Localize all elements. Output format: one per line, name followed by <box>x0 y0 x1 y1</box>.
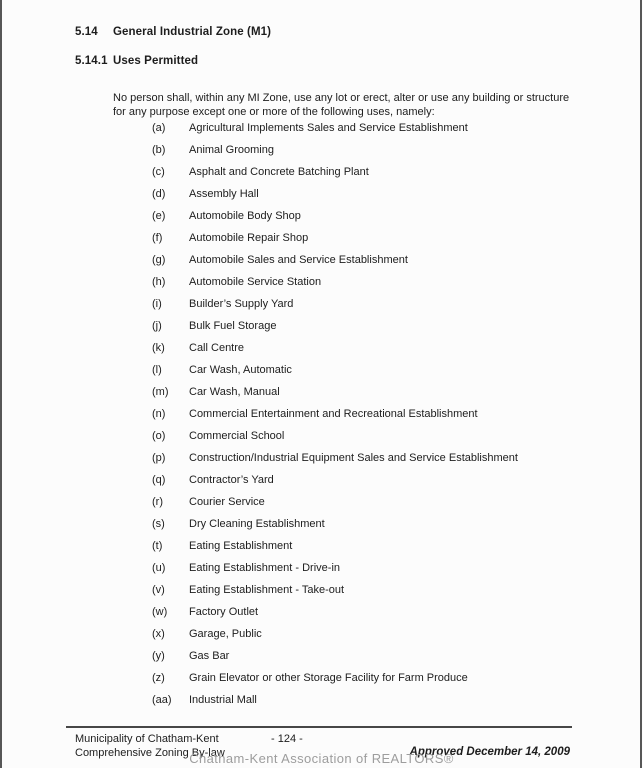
use-list-item <box>0 645 643 667</box>
use-item-label: Eating Establishment - Take-out <box>189 584 345 596</box>
use-item-letter: (i) <box>152 298 162 310</box>
use-item-letter: (o) <box>152 430 166 442</box>
use-item-label: Call Centre <box>189 342 245 354</box>
footer-divider-line <box>66 726 572 728</box>
use-item-label: Garage, Public <box>189 628 262 640</box>
use-item-letter: (v) <box>152 584 165 596</box>
use-item-letter: (y) <box>152 650 165 662</box>
use-item-letter: (a) <box>152 122 166 134</box>
use-item-letter: (c) <box>152 166 165 178</box>
use-item-label: Animal Grooming <box>189 144 274 156</box>
use-list-item <box>0 491 643 513</box>
use-list-item <box>0 601 643 623</box>
use-list-item <box>0 161 643 183</box>
use-item-letter: (t) <box>152 540 163 552</box>
use-list-item <box>0 623 643 645</box>
use-item-letter: (s) <box>152 518 165 530</box>
use-item-label: Builder’s Supply Yard <box>189 298 294 310</box>
use-item-label: Agricultural Implements Sales and Service Establishment <box>189 122 468 134</box>
use-item-letter: (e) <box>152 210 166 222</box>
use-item-label: Commercial School <box>189 430 285 442</box>
use-list-item <box>0 469 643 491</box>
use-item-letter: (q) <box>152 474 166 486</box>
footer-approved-date: Approved December 14, 2009 <box>409 746 570 758</box>
use-item-label: Contractor’s Yard <box>189 474 274 486</box>
use-item-letter: (x) <box>152 628 165 640</box>
use-item-letter: (aa) <box>152 694 172 706</box>
use-list-item <box>0 535 643 557</box>
use-list-item <box>0 667 643 689</box>
use-item-label: Courier Service <box>189 496 265 508</box>
use-list-item <box>0 359 643 381</box>
subsection-heading <box>75 55 198 67</box>
realtors-watermark: Chatham-Kent Association of REALTORS® <box>189 751 454 766</box>
subsection-title: Uses Permitted <box>113 55 199 67</box>
use-list-item <box>0 205 643 227</box>
use-item-letter: (z) <box>152 672 165 684</box>
use-list-item <box>0 403 643 425</box>
use-item-label: Bulk Fuel Storage <box>189 320 277 332</box>
use-item-letter: (k) <box>152 342 165 354</box>
use-item-label: Grain Elevator or other Storage Facility for Farm Produce <box>189 672 468 684</box>
use-item-label: Assembly Hall <box>189 188 259 200</box>
footer-page-number: - 124 - <box>271 733 303 745</box>
use-item-letter: (g) <box>152 254 166 266</box>
use-item-letter: (u) <box>152 562 166 574</box>
intro-paragraph: No person shall, within any MI Zone, use any lot or erect, alter or use any building or structure for any purpose except one or more of the following uses, namely: <box>113 92 570 119</box>
use-item-letter: (w) <box>152 606 168 618</box>
section-number: 5.14 <box>75 26 98 38</box>
use-list-item <box>0 689 643 711</box>
permitted-uses-list <box>0 117 643 711</box>
section-heading <box>75 26 271 38</box>
use-item-label: Eating Establishment - Drive-in <box>189 562 341 574</box>
use-item-label: Eating Establishment <box>189 540 293 552</box>
use-item-label: Automobile Service Station <box>189 276 322 288</box>
use-item-label: Construction/Industrial Equipment Sales and Service Establishment <box>189 452 518 464</box>
use-list-item <box>0 183 643 205</box>
use-item-letter: (l) <box>152 364 162 376</box>
use-list-item <box>0 381 643 403</box>
use-list-item <box>0 557 643 579</box>
use-item-label: Car Wash, Manual <box>189 386 280 398</box>
use-item-letter: (m) <box>152 386 169 398</box>
use-list-item <box>0 249 643 271</box>
use-list-item <box>0 271 643 293</box>
use-item-label: Factory Outlet <box>189 606 259 618</box>
use-item-letter: (p) <box>152 452 166 464</box>
use-item-letter: (j) <box>152 320 162 332</box>
use-item-label: Industrial Mall <box>189 694 257 706</box>
footer-municipality: Municipality of Chatham-Kent <box>75 733 219 745</box>
use-item-letter: (h) <box>152 276 166 288</box>
use-list-item <box>0 337 643 359</box>
use-item-label: Commercial Entertainment and Recreational Establishment <box>189 408 478 420</box>
use-item-label: Gas Bar <box>189 650 230 662</box>
use-list-item <box>0 579 643 601</box>
use-item-label: Automobile Sales and Service Establishment <box>189 254 408 266</box>
use-item-letter: (f) <box>152 232 163 244</box>
use-list-item <box>0 139 643 161</box>
section-title: General Industrial Zone (M1) <box>113 26 272 38</box>
use-item-label: Dry Cleaning Establishment <box>189 518 325 530</box>
use-list-item <box>0 293 643 315</box>
use-list-item <box>0 315 643 337</box>
use-list-item <box>0 513 643 535</box>
use-item-label: Automobile Repair Shop <box>189 232 309 244</box>
use-list-item <box>0 447 643 469</box>
use-list-item <box>0 425 643 447</box>
use-list-item <box>0 117 643 139</box>
use-list-item <box>0 227 643 249</box>
use-item-letter: (b) <box>152 144 166 156</box>
use-item-label: Automobile Body Shop <box>189 210 301 222</box>
use-item-letter: (n) <box>152 408 166 420</box>
footer-bylaw-title: Comprehensive Zoning By-law <box>75 747 225 759</box>
use-item-label: Car Wash, Automatic <box>189 364 292 376</box>
use-item-letter: (d) <box>152 188 166 200</box>
use-item-label: Asphalt and Concrete Batching Plant <box>189 166 369 178</box>
subsection-number: 5.14.1 <box>75 55 108 67</box>
use-item-letter: (r) <box>152 496 163 508</box>
